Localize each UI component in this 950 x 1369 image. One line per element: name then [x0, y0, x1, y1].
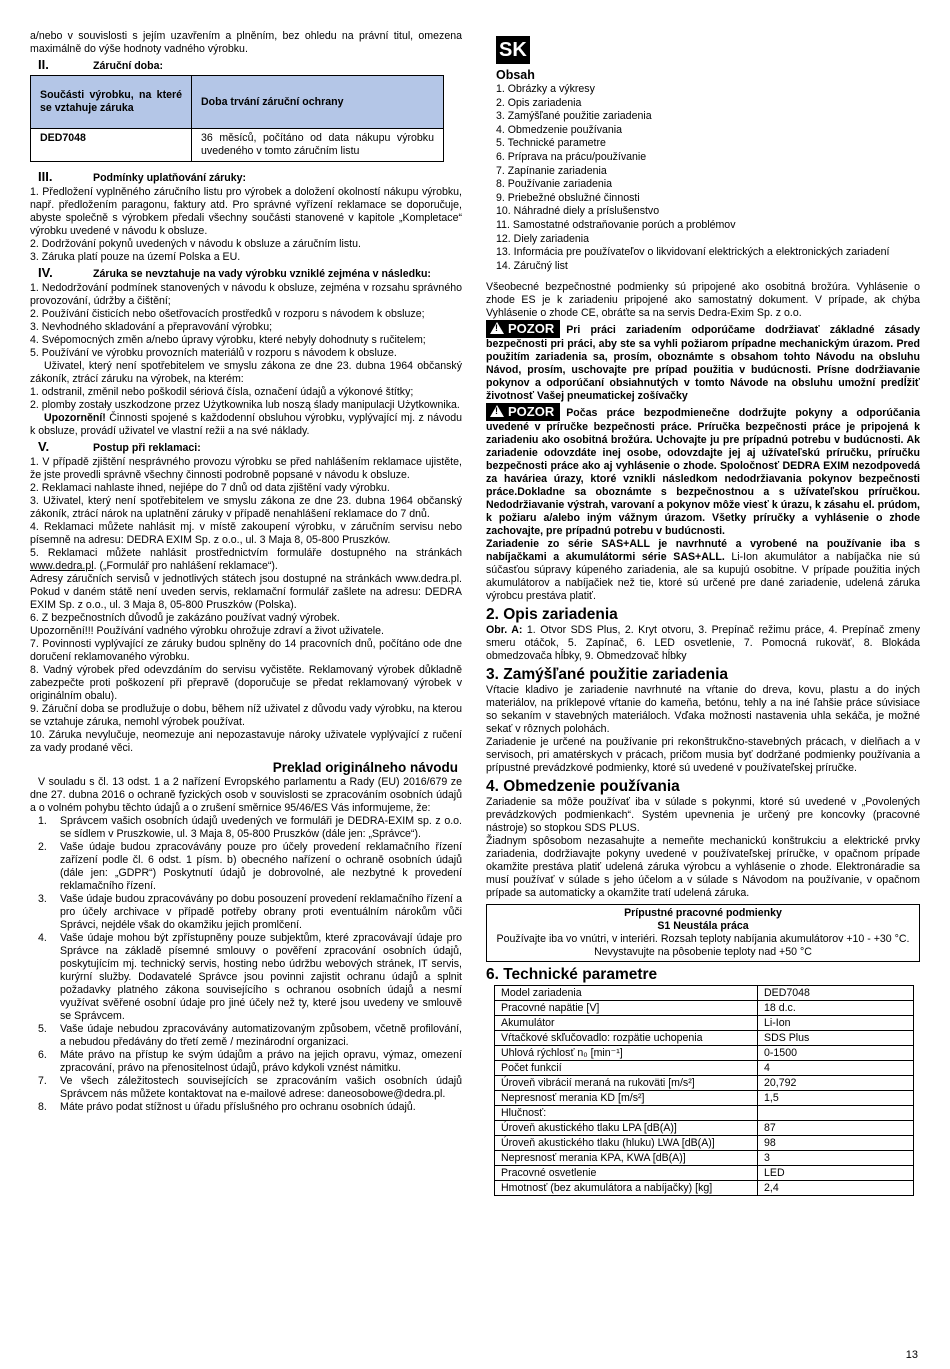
- toc-title: Obsah: [496, 68, 535, 82]
- paragraph: Uživatel, který není spotřebitelem ve smyslu zákona ze dne 23. dubna 1964 občanský zákoník, ztrácí záruku na výrobek, na kterém:: [30, 360, 462, 385]
- table-row: [495, 1016, 914, 1031]
- paragraph: 8. Vadný výrobek před odevzdáním do servisu vyčistěte. Reklamovaný výrobek důkladně zabezpečte proti poškození při přepravě (doporučuje se předat reklamovaný výrobek v originálním obalu).: [30, 664, 462, 702]
- heading-pouzitie: 3. Zamýšľané použitie zariadenia: [486, 666, 728, 684]
- paragraph: 4. Svépomocných změn a/nebo úpravy výrobku, které nebyly dohodnuty s ručitelem;: [30, 334, 426, 346]
- list-text: Máte právo podat stížnost u úřadu příslušného pro ochranu osobních údajů.: [60, 1101, 416, 1113]
- page-number: 13: [905, 1349, 918, 1361]
- section-number: II.: [38, 57, 49, 72]
- list-number: 2.: [38, 841, 47, 853]
- upozorneni-text: Činnosti spojené s každodenní obsluhou výrobku, vyplývající mj. z návodu k obsluze, provádí uživatel ve vlastní režii a na své náklady.: [30, 412, 462, 437]
- table-row: [495, 1181, 914, 1196]
- language-badge: SK: [496, 36, 530, 64]
- list-number: 5.: [38, 1023, 47, 1035]
- toc-item: 5. Technické parametre: [496, 137, 606, 150]
- paragraph: 3. Uživatel, který není spotřebitelem ve smyslu zákona ze dne 23. dubna 1964 občanský zákoník, ztrácí nárok na uplatnění záruky v případě nenahlášení reklamace do 7 dnů.: [30, 495, 462, 520]
- paragraph: 2. plomby zostały uszkodzone przez Użytkownika lub noszą ślady manipulacji Użytkownika.: [30, 399, 460, 411]
- list-item: [30, 893, 462, 932]
- paragraph: Adresy záručních servisů v jednotlivých státech jsou dostupné na stránkách www.dedra.pl. Pokud v daném státě není uveden servis, reklamační formulář zašlete na adresu: DEDRA EXIM Sp. z o.o., ul. 3 Maja 8, 05-800 Pruszków (Polska).: [30, 573, 462, 611]
- param-value: 0-1500: [758, 1046, 914, 1061]
- list-text: Vaše údaje budou zpracovávány po dobu posouzení provedení reklamačního řízení a pro účely archivace v případě potřeby obrany proti eventuálním nárokům vůči Správci, nejdéle však do okamžiku jejich promlčení.: [60, 893, 462, 931]
- param-value: 87: [758, 1121, 914, 1136]
- opis-paragraph: [486, 624, 920, 663]
- paragraph: 2. Používání čisticích nebo ošetřovacích prostředků v rozporu s návodem k obsluze;: [30, 308, 425, 320]
- table-header-cell: Doba trvání záruční ochrany: [192, 76, 444, 129]
- paragraph: 1. odstranil, změnil nebo poškodil sériová čísla, označení údajů a výkonové štítky;: [30, 386, 414, 398]
- param-value: [758, 1106, 914, 1121]
- param-value: 1,5: [758, 1091, 914, 1106]
- section-4-heading: [30, 266, 462, 281]
- list-text: Máte právo na přístup ke svým údajům a právo na jejich opravu, výmaz, omezení zpracování, právo na přenositelnost údajů, právo kdykoli vznést námitku.: [60, 1049, 462, 1074]
- table-row: [495, 986, 914, 1001]
- paragraph: 4. Reklamaci můžete nahlásit mj. v místě zakoupení výrobku, v záručním servisu nebo písemně na adresu: DEDRA EXIM Sp. z o.o., ul. 3 Maja 8, 05-800 Pruszków.: [30, 521, 462, 546]
- toc-item: 11. Samostatné odstraňovanie porúch a problémov: [496, 218, 736, 231]
- toc-item: 7. Zapínanie zariadenia: [496, 164, 607, 177]
- warning-label: POZOR: [508, 321, 555, 337]
- param-name: Úroveň akustického tlaku (hluku) LWA [dB(A)]: [495, 1136, 758, 1151]
- param-name: Úroveň vibrácií meraná na rukoväti [m/s²]: [495, 1076, 758, 1091]
- paragraph: 1. Nedodržování podmínek stanovených v návodu k obsluze, zejména v rozsahu správného provozování, údržby a čištění;: [30, 282, 462, 307]
- table-row: [495, 1031, 914, 1046]
- table-cell: DED7048: [31, 129, 192, 162]
- left-column: [30, 30, 462, 1114]
- table-of-contents: [496, 83, 920, 273]
- param-value: LED: [758, 1166, 914, 1181]
- toc-item: 4. Obmedzenie používania: [496, 123, 623, 136]
- table-cell: 36 měsíců, počítáno od data nákupu výrobku uvedeného v tomto záručním listu: [192, 129, 444, 162]
- list-item: [30, 815, 462, 841]
- param-name: Model zariadenia: [495, 986, 758, 1001]
- table-row: [495, 1151, 914, 1166]
- table-row: [495, 1091, 914, 1106]
- paragraph-text: . („Formulář pro nahlášení reklamace“).: [93, 560, 278, 572]
- param-value: Li-Ion: [758, 1016, 914, 1031]
- section-number: V.: [38, 439, 50, 454]
- box-text: Používajte iba vo vnútri, v interiéri. Rozsah teploty nabíjania akumulátorov +10 - +30 °C. Nevystavujte na pôsobenie teploty nad +50 °C: [496, 933, 910, 959]
- paragraph: [30, 547, 462, 573]
- dedra-link[interactable]: www.dedra.pl: [30, 560, 94, 572]
- paragraph: 1. V případě zjištění nesprávného provozu výrobku se před nahlášením reklamace ujistěte, že jste provedli správně všechny činnosti podrobně popsané v návodu k obsluze.: [30, 456, 462, 481]
- list-item: [30, 1101, 462, 1114]
- heading-obmedzenie: 4. Obmedzenie používania: [486, 778, 680, 796]
- toc-item: 12. Diely zariadenia: [496, 232, 590, 245]
- section-number: IV.: [38, 265, 53, 280]
- translation-heading: Preklad originálneho návodu: [272, 760, 458, 775]
- toc-item: 10. Náhradné diely a príslušenstvo: [496, 205, 660, 218]
- battery-text: Li-Ion akumulátor a nabíjačka nie sú súčasťou súpravy kúpeného zariadenia, ale sa kupujú osobitne. V prípade použitia iných akumulátorov a nabíjačiek než tie, ktoré sú určené pre dané zariadenie, udelená záruka výrobcu prestáva platiť.: [486, 551, 920, 603]
- param-name: Pracovné napätie [V]: [495, 1001, 758, 1016]
- paragraph: 9. Záruční doba se prodlužuje o dobu, během níž uživatel z důvodu vady výrobku, na kterou se vztahuje záruka, nemohl výrobek používat.: [30, 703, 462, 728]
- intro-text: a/nebo v souvislosti s jejím uzavřením a plněním, bez ohledu na právní titul, omezena maximálně do výše hodnoty vadného výrobku.: [30, 30, 462, 55]
- box-subtitle: S1 Neustála práca: [657, 920, 749, 933]
- list-item: [30, 932, 462, 1023]
- working-conditions-box: [486, 904, 920, 962]
- table-row: [495, 1076, 914, 1091]
- list-number: 7.: [38, 1075, 47, 1087]
- table-row: [495, 1166, 914, 1181]
- paragraph: 5. Používání ve výrobku provozních materiálů v rozporu s návodem k obsluze.: [30, 347, 397, 359]
- warning-paragraph-1: [486, 320, 920, 403]
- paragraph: 2. Reklamaci nahlaste ihned, nejiépe do 7 dnů od data zjištění vady výrobku.: [30, 482, 390, 494]
- param-name: Uhlová rýchlosť n₀ [min⁻¹]: [495, 1046, 758, 1061]
- warning-triangle-icon: !: [490, 322, 504, 334]
- opis-text: 1. Otvor SDS Plus, 2. Kryt otvoru, 3. Prepínač režimu práce, 4. Prepínač zmeny smeru otáčok, 5. Zapínač, 6. LED osvetlenie, 7. Pomocná rukoväť, 8. Blokáda obmedzovača hĺbky, 9. Obmedzovač hĺbky: [486, 624, 921, 663]
- param-value: 18 d.c.: [758, 1001, 914, 1016]
- warning-label: POZOR: [508, 404, 555, 420]
- section-title: Postup při reklamaci:: [93, 442, 201, 454]
- heading-opis: 2. Opis zariadenia: [486, 606, 618, 624]
- paragraph: Zariadenie je určené na používanie pri rekonštrukčno-stavebných prácach, v dielňach a v servisoch, pri amatérskych v prácach, pričom musia byť dodržané podmienky používania a prípustné prevádzkové podmienky, ktoré sú uvedené v používateľskej príručke.: [486, 736, 920, 775]
- warning-text: Počas práce bezpodmienečne dodržujte pokyny a odporúčania uvedené v príručke bezpečnosti práce. Príručka bezpečnosti práce je pripojená k zariadeniu ako osobitná brožúra. Uchovajte ju pre prípadnú potrebu v budúcnosti. Ak zariadenie odovzdáte inej osobe, odovzdajte jej aj užívateľskú príručku, príručku bezpečnosti práce ako aj vyhlásenie o zhode. Spoločnosť DEDRA EXIM nezodpovedá za haváriea úrazy, ktoré vznikli následkom nedodržiavania pokynov bezpečnosti práce.Dokladne sa oboznámte s bezpečnostnou a s užívateľskou príručkou. Nedodržiavanie výstrah, varovaní a pokynov môže viesť k úrazu, k zásahu el. prúdom, k požiaru a/alebo iným vážnym úrazom. Všetky príručky a vyhlásenie o zhode zachovajte, pre prípadnú potrebu v budúcnosti.: [486, 407, 920, 538]
- param-name: Nepresnosť merania KPA, KWA [dB(A)]: [495, 1151, 758, 1166]
- paragraph: 1. Předložení vyplněného záručního listu pro výrobek a doložení okolností nákupu výrobku, např. předložením paragonu, faktury atd. Pro správné vyřízení reklamace se doporučuje, abyste společně s výrobkem předali všechny součásti stanovené v kapitole „Kompletace“ výrobku uvedené v návodu k obsluze.: [30, 186, 462, 237]
- table-row: [495, 1001, 914, 1016]
- upozorneni-paragraph: [30, 412, 462, 438]
- opis-label: Obr. A:: [486, 624, 523, 637]
- toc-item: 9. Priebežné obslužné činnosti: [496, 191, 640, 204]
- warning-badge: [486, 320, 560, 338]
- heading-parametre: 6. Technické parametre: [486, 966, 658, 984]
- list-item: [30, 1023, 462, 1049]
- paragraph: 10. Záruka nevylučuje, neomezuje ani nepozastavuje nároky uživatele vyplývající z ručení za vady prodané věci.: [30, 729, 462, 754]
- param-name: Pracovné osvetlenie: [495, 1166, 758, 1181]
- list-item: [30, 1075, 462, 1101]
- list-number: 8.: [38, 1101, 47, 1113]
- list-text: Vaše údaje nebudou zpracovávány automatizovaným způsobem, včetně profilování, a nebudou předávány do třetí země / mezinárodní organizaci.: [60, 1023, 462, 1048]
- paragraph: 6. Z bezpečnostních důvodů je zakázáno používat vadný výrobek.: [30, 612, 340, 624]
- table-row: [495, 1046, 914, 1061]
- warning-badge: [486, 403, 560, 421]
- list-item: [30, 1049, 462, 1075]
- paragraph: Vŕtacie kladivo je zariadenie navrhnuté na vŕtanie do dreva, kovu, plastu a do iných materiálov, na príklepové vŕtanie do kameňa, betónu, tehly a na iné ľahšie práce súvisiace so sekaním v stavebných materiáloch. Vďaka možnosti nastavenia uhla sekáča, je možné sekať v rôznych polohách.: [486, 684, 920, 736]
- paragraph: Zariadenie sa môže používať iba v súlade s pokynmi, ktoré sú uvedené v „Povolených prevádzkových podmienkach“. Systém upevnenia je určený pre koncovky (pracovné nástroje) so stopkou SDS PLUS.: [486, 796, 920, 835]
- warning-triangle-icon: !: [490, 405, 504, 417]
- gdpr-intro: V souladu s čl. 13 odst. 1 a 2 nařízení Evropského parlamentu a Rady (EU) 2016/679 ze dne 27. dubna 2016 o ochraně fyzických osob v souvislosti se zpracováním osobních údajů a o volném pohybu těchto údajů a o zrušení směrnice 95/46/ES Vás informujeme, že:: [30, 776, 462, 814]
- toc-item: 1. Obrázky a výkresy: [496, 83, 595, 95]
- param-value: 20,792: [758, 1076, 914, 1091]
- paragraph: Žiadnym spôsobom nezasahujte a nemeňte mechanickú konštrukciu a elektrické prvky zariadenia, dodržiavajte pokyny uvedené v používateľskej príručke, v opačnom prípade okamžite prestáva platiť udelená záruka výrobcu a vyhlásenie o zhode. Elektronáradie sa musí používať v súlade s jeho účelom a v súlade s Návodom na používanie, v opačnom prípade sa automaticky a okamžite tratí udelená záruka.: [486, 835, 920, 900]
- toc-item: 14. Záručný list: [496, 259, 568, 272]
- right-column: [486, 30, 920, 1196]
- toc-item: 3. Zamýšľané použitie zariadenia: [496, 110, 652, 123]
- param-name: Akumulátor: [495, 1016, 758, 1031]
- list-number: 4.: [38, 932, 47, 944]
- section-3-heading: [30, 170, 462, 185]
- paragraph-text: 5. Reklamaci můžete nahlásit prostřednictvím formuláře dostupného na stránkách: [30, 547, 462, 559]
- table-row: [495, 1061, 914, 1076]
- list-item: [30, 841, 462, 893]
- section-2-heading: [30, 58, 462, 73]
- safety-intro: Všeobecné bezpečnostné podmienky sú pripojené ako osobitná brožúra. Vyhlásenie o zhode ES je k zariadeniu pripojené ako samostatný dokument. V prípade, ak chýba Vyhlásenie o zhode CE, obráťte sa na servis Dedra-Exim Sp. z o.o.: [486, 281, 920, 320]
- param-name: Počet funkcií: [495, 1061, 758, 1076]
- list-text: Ve všech záležitostech souvisejících se zpracováním vašich osobních údajů Správcem nás můžete kontaktovat na e-mailové adrese: daneosobowe@dedra.pl.: [60, 1075, 462, 1100]
- parameters-table: [494, 985, 914, 1196]
- table-row: [495, 1121, 914, 1136]
- paragraph: Upozornění!!! Používání vadného výrobku ohrožuje zdraví a život uživatele.: [30, 625, 384, 637]
- table-row: [495, 1106, 914, 1121]
- section-5-heading: [30, 440, 462, 455]
- list-text: Vaše údaje budou zpracovávány pouze pro účely provedení reklamačního řízení zařízení podle čl. 6 odst. 1 písm. b) obecného nařízení o ochraně osobních údajů (dále jen: „GDPR“) Poskytnutí údajů je dobrovolné, ale nezbytné k provedení reklamačního řízení.: [60, 841, 462, 892]
- param-value: 98: [758, 1136, 914, 1151]
- section-title: Záruka se nevztahuje na vady výrobku vzniklé zejména v následku:: [93, 268, 431, 280]
- warning-paragraph-2: [486, 403, 920, 538]
- list-text: Vaše údaje mohou být zpřístupněny pouze subjektům, které zpracovávají údaje pro Správce na základě písemné smlouvy o pověření zpracování osobních údajů, poskytujícím mj. technický servis, hosting nebo údržbu webových stránek, IT servis, kurýrní služby. Dodavatelé Správce jsou povinni zajistit ochranu údajů a splnit požadavky platného zákona souvisejícího s ochranou osobních údajů a nesmí využívat svěřené osobní údaje pro jiné účely než ty, které jsou uvedeny ve smlouvě se Správcem.: [60, 932, 462, 1022]
- param-name: Vŕtačkové skľučovadlo: rozpätie uchopenia: [495, 1031, 758, 1046]
- paragraph: 3. Záruka platí pouze na území Polska a EU.: [30, 251, 241, 263]
- battery-bold-text: Zariadenie zo série SAS+ALL je navrhnuté a vyrobené na používanie iba s nabíjačkami a akumulátormi série SAS+ALL.: [486, 538, 920, 564]
- toc-item: 6. Príprava na prácu/používanie: [496, 150, 647, 163]
- section-title: Podmínky uplatňování záruky:: [93, 172, 247, 184]
- param-name: Hmotnosť (bez akumulátora a nabíjačky) [kg]: [495, 1181, 758, 1196]
- battery-paragraph: [486, 538, 920, 603]
- upozorneni-label: Upozornění!: [44, 412, 106, 424]
- list-text: Správcem vašich osobních údajů uvedených ve formuláři je DEDRA-EXIM sp. z o.o. se sídlem v Pruszkowie, ul. 3 Maja 8, 05-800 Pruszków (dále jen: „Správce“).: [60, 815, 462, 840]
- table-header-cell: Součásti výrobku, na které se vztahuje záruka: [31, 76, 192, 129]
- paragraph: 7. Povinnosti vyplývající ze záruky budou splněny do 14 pracovních dnů, počítáno ode dne doručení reklamovaného výrobku.: [30, 638, 462, 663]
- toc-item: 13. Informácia pre používateľov o likvidovaní elektrických a elektronických zariadení: [496, 246, 890, 259]
- toc-item: 8. Používanie zariadenia: [496, 178, 613, 191]
- table-row: [495, 1136, 914, 1151]
- param-value: SDS Plus: [758, 1031, 914, 1046]
- list-number: 6.: [38, 1049, 47, 1061]
- section-title: Záruční doba:: [93, 60, 164, 72]
- warning-text: Pri práci zariadením odporúčame dodržiavať základné zásady bezpečnosti pri práci, aby ste sa vyhli požiarom prípadne mechanickým úrazom. Pred použitím zariadenia sa, prosím, oboznámte s obsahom tohto Návodu na obsluhu Návod, prosím, uschovajte pre prípad použitia v budúcnosti. Prísne dodržiavanie pokynov a odporúčaní obsiahnutých v tomto Návode na obsluhu umožní predĺžiť životnosť Vašej pneumatickej zošívačky: [486, 324, 920, 403]
- list-number: 3.: [38, 893, 47, 905]
- param-value: DED7048: [758, 986, 914, 1001]
- param-value: 4: [758, 1061, 914, 1076]
- box-title: Prípustné pracovné podmienky: [624, 907, 782, 920]
- paragraph: 3. Nevhodného skladování a přepravování výrobku;: [30, 321, 273, 333]
- gdpr-list: [30, 815, 462, 1114]
- param-name: Hlučnosť:: [495, 1106, 758, 1121]
- param-value: 3: [758, 1151, 914, 1166]
- toc-item: 2. Opis zariadenia: [496, 96, 582, 109]
- warranty-table: [30, 75, 444, 162]
- list-number: 1.: [38, 815, 47, 827]
- paragraph: 2. Dodržování pokynů uvedených v návodu k obsluze a záručním listu.: [30, 238, 361, 250]
- param-value: 2,4: [758, 1181, 914, 1196]
- section-number: III.: [38, 169, 53, 184]
- param-name: Úroveň akustického tlaku LPA [dB(A)]: [495, 1121, 758, 1136]
- param-name: Nepresnosť merania KD [m/s²]: [495, 1091, 758, 1106]
